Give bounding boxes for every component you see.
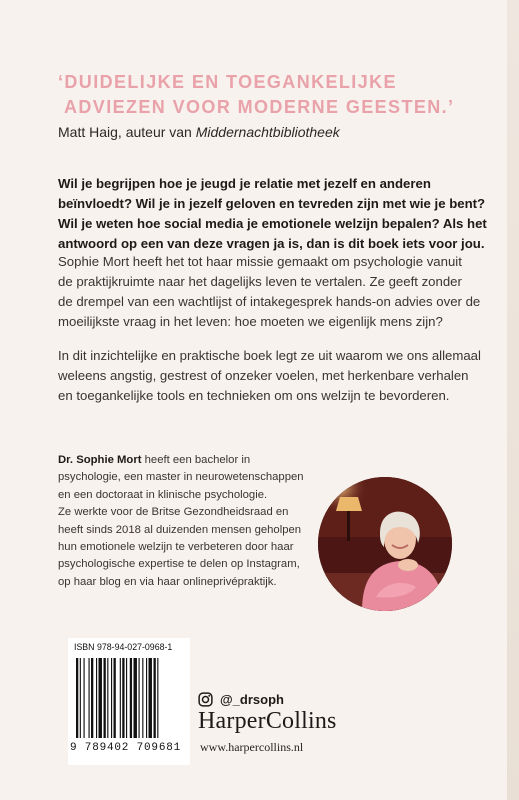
barcode-bar: [146, 658, 147, 738]
barcode-bar: [76, 658, 78, 738]
paragraph-line: Sophie Mort heeft het tot haar missie gemaakt om psychologie vanuit: [58, 254, 462, 269]
author-portrait-illustration: [318, 477, 452, 611]
attribution-book-title: Middernachtbibliotheek: [195, 124, 340, 140]
paragraph-line: In dit inzichtelijke en praktische boek legt ze uit waarom we ons allemaal: [58, 348, 481, 363]
bio-line: psychologie, een master in neurowetenschappen: [58, 471, 304, 484]
bio-line: psychologische expertise te delen op Instagram,: [58, 558, 300, 571]
barcode-icon: [76, 658, 184, 742]
bio-text: heeft een bachelor in: [141, 454, 251, 466]
paragraph-line: de drempel van een wachtlijst of intakegesprek hands-on advies over de: [58, 294, 481, 309]
instagram-icon: [198, 692, 213, 707]
description-paragraph-1: [58, 252, 481, 332]
barcode-bar: [126, 658, 127, 738]
barcode-bar: [111, 658, 112, 738]
barcode-bar: [104, 658, 106, 738]
bio-line: [58, 452, 323, 469]
paragraph-line: weleens angstig, gestrest of onzeker voelen, met herkenbare verhalen: [58, 368, 469, 383]
barcode-bar: [84, 658, 85, 738]
author-bio: [58, 452, 323, 591]
barcode-bar: [130, 658, 132, 738]
barcode-bar: [89, 658, 90, 738]
barcode-bar: [114, 658, 116, 738]
intro-line: antwoord op een van deze vragen ja is, dan is dit boek iets voor jou.: [58, 236, 485, 251]
barcode-bar: [80, 658, 81, 738]
author-name: Dr. Sophie Mort: [58, 454, 142, 466]
bio-line: en een doctoraat in klinische psychologie.: [58, 488, 268, 501]
publisher-website[interactable]: www.harpercollins.nl: [200, 740, 304, 754]
bio-line: Ze werkte voor de Britse Gezondheidsraad en: [58, 506, 289, 519]
barcode-bar: [91, 658, 93, 738]
paragraph-line: en toegankelijke tools en technieken om ons welzijn te bevorderen.: [58, 388, 450, 403]
barcode-bar: [154, 658, 156, 738]
barcode-bar: [120, 658, 121, 738]
barcode-digits: 9 789402 709681: [70, 742, 182, 754]
pull-quote: [58, 70, 478, 120]
barcode-box: [68, 638, 190, 765]
barcode-bar: [99, 658, 102, 738]
bio-line: hun emotionele welzijn te verbeteren door haar: [58, 541, 294, 554]
barcode-bar: [149, 658, 152, 738]
instagram-handle[interactable]: @_drsoph: [220, 691, 284, 707]
paragraph-line: moeilijkste vraag in het leven: hoe moeten we eigenlijk mens zijn?: [58, 314, 443, 329]
author-photo: [318, 477, 452, 611]
quote-line-1: ‘DUIDELIJKE EN TOEGANKELIJKE: [58, 72, 397, 92]
intro-line: Wil je begrijpen hoe je jeugd je relatie met jezelf en anderen: [58, 176, 431, 191]
paragraph-line: de praktijkruimte naar het dagelijks leven te vertalen. Ze geeft zonder: [58, 274, 462, 289]
isbn-number: ISBN 978-94-027-0968-1: [74, 642, 173, 652]
intro-line: Wil je weten hoe social media je emotionele welzijn bepalen? Als het: [58, 216, 487, 231]
description-paragraph-2: [58, 346, 481, 406]
barcode-bar: [134, 658, 137, 738]
intro-line: beïnvloedt? Wil je in jezelf geloven en tevreden zijn met wie je bent?: [58, 196, 486, 211]
quote-attribution: [58, 124, 340, 140]
cover-edge-stripe: [507, 0, 519, 800]
bio-line: heeft sinds 2018 al duizenden mensen geholpen: [58, 523, 302, 536]
publisher-logo: HarperCollins: [198, 708, 337, 734]
social-handle[interactable]: [198, 690, 284, 708]
attribution-author: Matt Haig, auteur van: [58, 124, 196, 140]
barcode-bar: [157, 658, 158, 738]
intro-questions: [58, 174, 487, 254]
barcode-bar: [139, 658, 140, 738]
quote-line-2: ADVIEZEN VOOR MODERNE GEESTEN.’: [64, 97, 455, 117]
barcode-bar: [122, 658, 124, 738]
barcode-bar: [107, 658, 108, 738]
barcode-bar: [96, 658, 97, 738]
barcode-bar: [142, 658, 143, 738]
bio-line: op haar blog en via haar onlineprivépraktijk.: [58, 575, 277, 588]
